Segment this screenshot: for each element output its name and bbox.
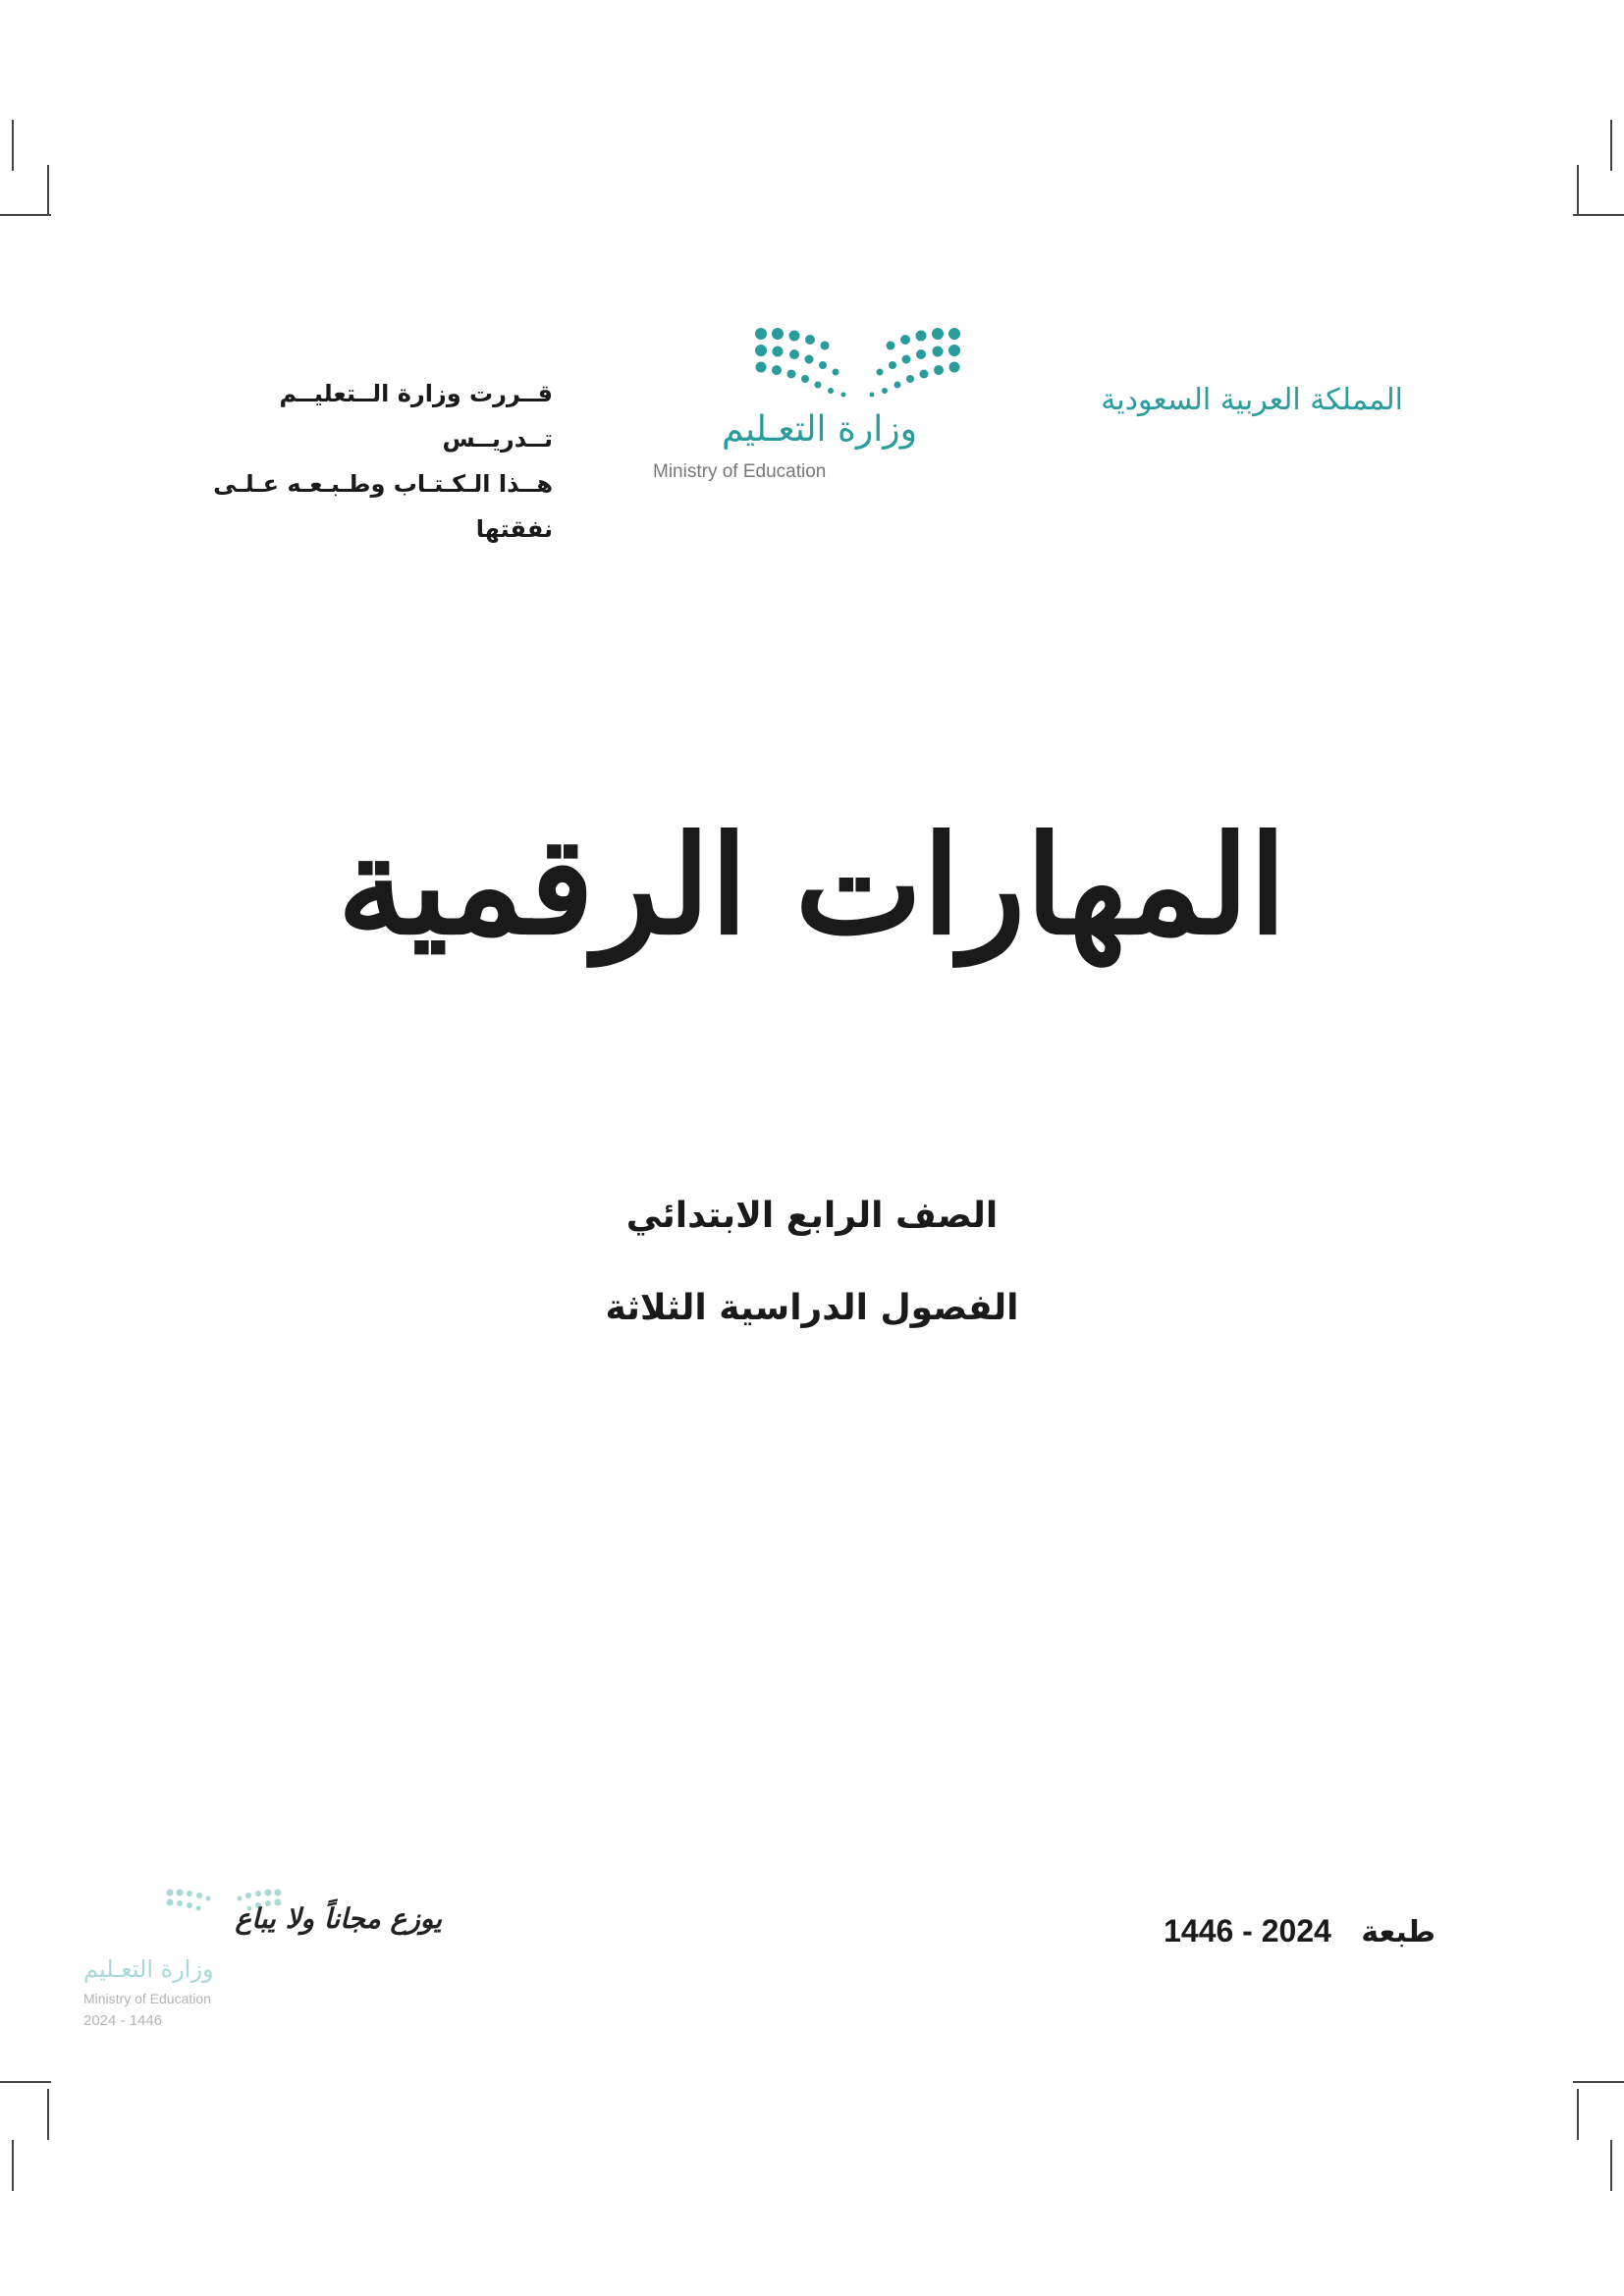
edition-years: 1446 - 2024 bbox=[1164, 1913, 1331, 1949]
free-distribution-stamp bbox=[83, 1885, 442, 2042]
ministry-dots-icon bbox=[648, 316, 962, 404]
book-title: المهارات الرقمية bbox=[337, 805, 1287, 965]
crop-mark bbox=[47, 2089, 49, 2140]
ministry-logo bbox=[648, 316, 962, 488]
crop-mark bbox=[1573, 2081, 1624, 2083]
ministry-name-ar: وزارة التعـليم bbox=[722, 409, 917, 450]
free-distribution-text: يوزع مجاناً ولا يباع bbox=[235, 1902, 442, 1935]
crop-mark bbox=[12, 120, 14, 171]
approval-line-1: قــررت وزارة الــتعليــم تــدريــس bbox=[279, 380, 553, 453]
crop-mark bbox=[1610, 2140, 1612, 2191]
crop-mark bbox=[0, 214, 51, 216]
edition-label: طبعة bbox=[1361, 1915, 1435, 1949]
kingdom-name: المملكة العربية السعودية bbox=[1101, 383, 1403, 417]
approval-line-2: هــذا الـكـتـاب وطـبـعـه عـلـى نفقتها bbox=[213, 470, 553, 543]
crop-mark bbox=[1573, 214, 1624, 216]
crop-mark bbox=[1577, 2089, 1579, 2140]
crop-mark bbox=[12, 2140, 14, 2191]
stamp-ministry-en: Ministry of Education bbox=[83, 1991, 211, 2006]
grade-level: الصف الرابع الابتدائي bbox=[625, 1196, 999, 1236]
crop-mark bbox=[47, 165, 49, 216]
crop-mark bbox=[1610, 120, 1612, 171]
stamp-ministry-ar: وزارة التعـليم bbox=[83, 1955, 214, 1983]
semesters: الفصول الدراسية الثلاثة bbox=[605, 1288, 1019, 1328]
crop-mark bbox=[0, 2081, 51, 2083]
crop-mark bbox=[1577, 165, 1579, 216]
ministry-name-en: Ministry of Education bbox=[653, 461, 827, 482]
edition bbox=[1164, 1913, 1435, 1949]
approval-statement bbox=[180, 371, 553, 552]
stamp-years: 2024 - 1446 bbox=[83, 2012, 163, 2029]
